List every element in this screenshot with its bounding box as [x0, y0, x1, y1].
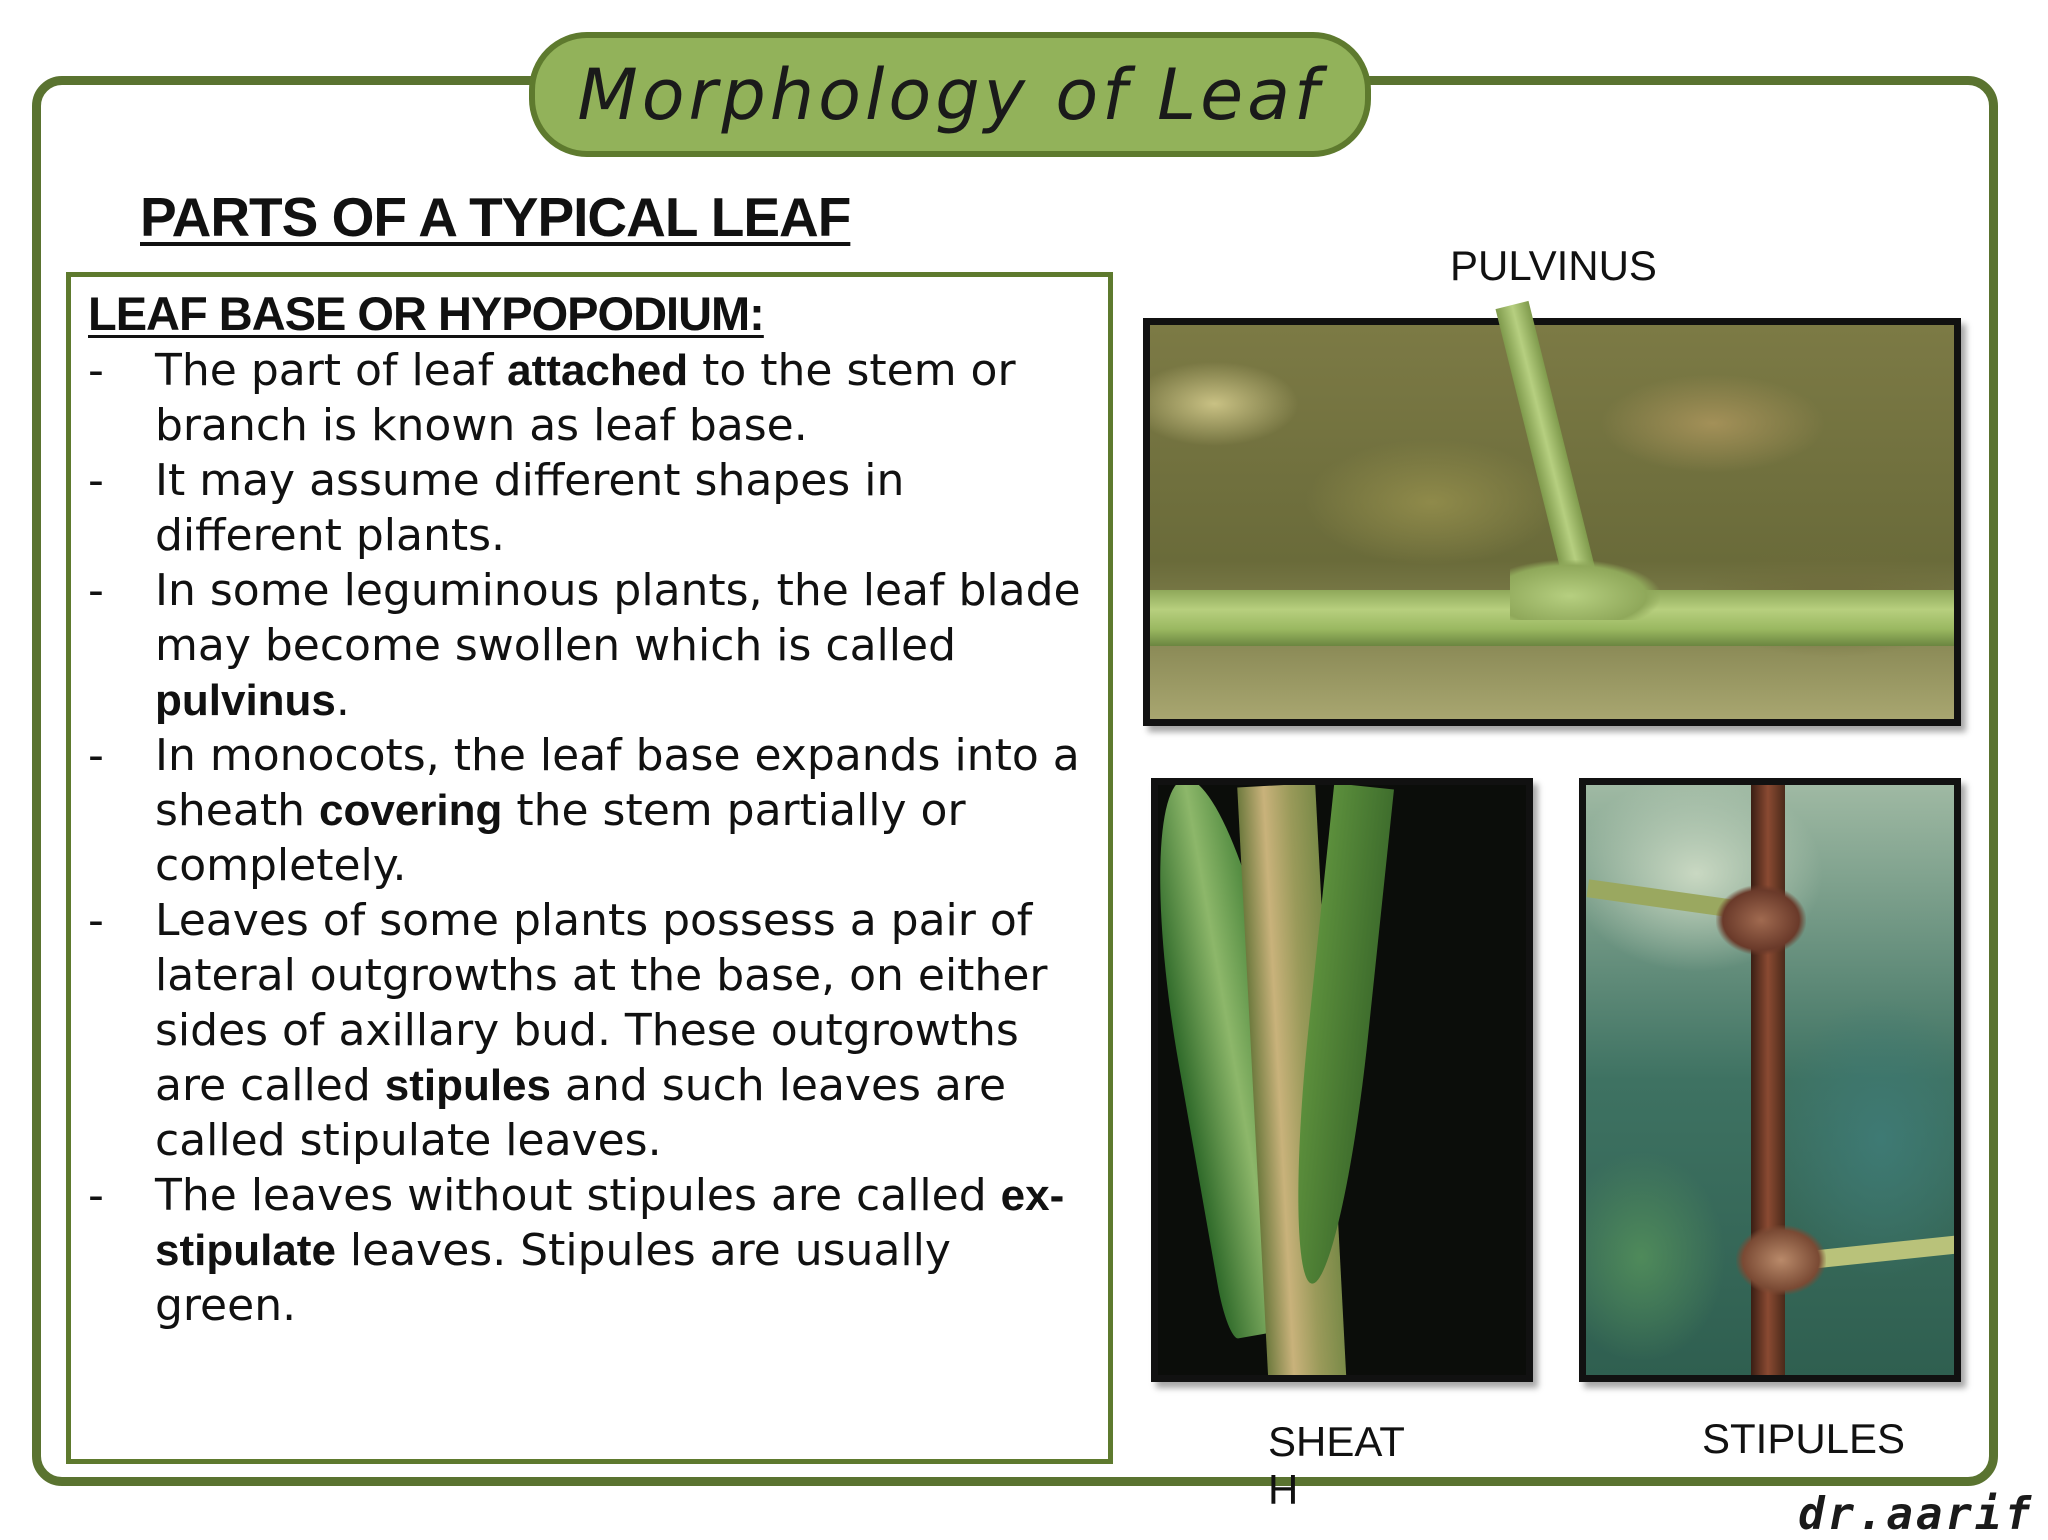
section-heading: PARTS OF A TYPICAL LEAF — [140, 186, 851, 248]
stipules-caption: STIPULES — [1702, 1415, 1906, 1462]
leaf-base-content — [88, 285, 1088, 1333]
bullet-dash: - — [88, 1170, 104, 1221]
slide-title: Morphology of Leaf — [577, 53, 1323, 136]
title-banner — [529, 32, 1371, 157]
leaf-base-heading: LEAF BASE OR HYPOPODIUM: — [88, 287, 764, 340]
bullet-dash: - — [88, 455, 104, 506]
bullet-item: - The part of leaf attached to the stem or branch is known as leaf base. — [88, 345, 1016, 451]
bullet-dash: - — [88, 895, 104, 946]
bullet-item: - The leaves without stipules are called ex- stipulate leaves. Stipules are usually green. — [88, 1170, 1065, 1331]
stipules-photo — [1579, 778, 1961, 1382]
sheath-photo — [1151, 778, 1533, 1382]
bullet-dash: - — [88, 345, 104, 396]
author-watermark: dr.aarif — [1798, 1489, 2034, 1540]
pulvinus-photo — [1143, 318, 1961, 726]
bullet-item: - In some leguminous plants, the leaf blade may become swollen which is called pulvinus. — [88, 565, 1081, 726]
bullet-item: - It may assume different shapes in different plants. — [88, 455, 905, 561]
bullet-item: - In monocots, the leaf base expands into a sheath covering the stem partially or completely. — [88, 730, 1080, 891]
photo-pulvinus-swelling — [1510, 560, 1660, 620]
bullet-dash: - — [88, 565, 104, 616]
photo-stipule — [1716, 885, 1806, 955]
photo-stipule — [1736, 1225, 1826, 1295]
bullet-item: - Leaves of some plants possess a pair of lateral outgrowths at the base, on either sides of axillary bud. These outgrowths are called stipules and such leaves are called stipulate leaves. — [88, 895, 1048, 1166]
bullet-dash: - — [88, 730, 104, 781]
pulvinus-caption: PULVINUS — [1450, 242, 1657, 289]
bullet-list — [88, 343, 1088, 1333]
sheath-caption: SHEATH — [1268, 1418, 1405, 1513]
